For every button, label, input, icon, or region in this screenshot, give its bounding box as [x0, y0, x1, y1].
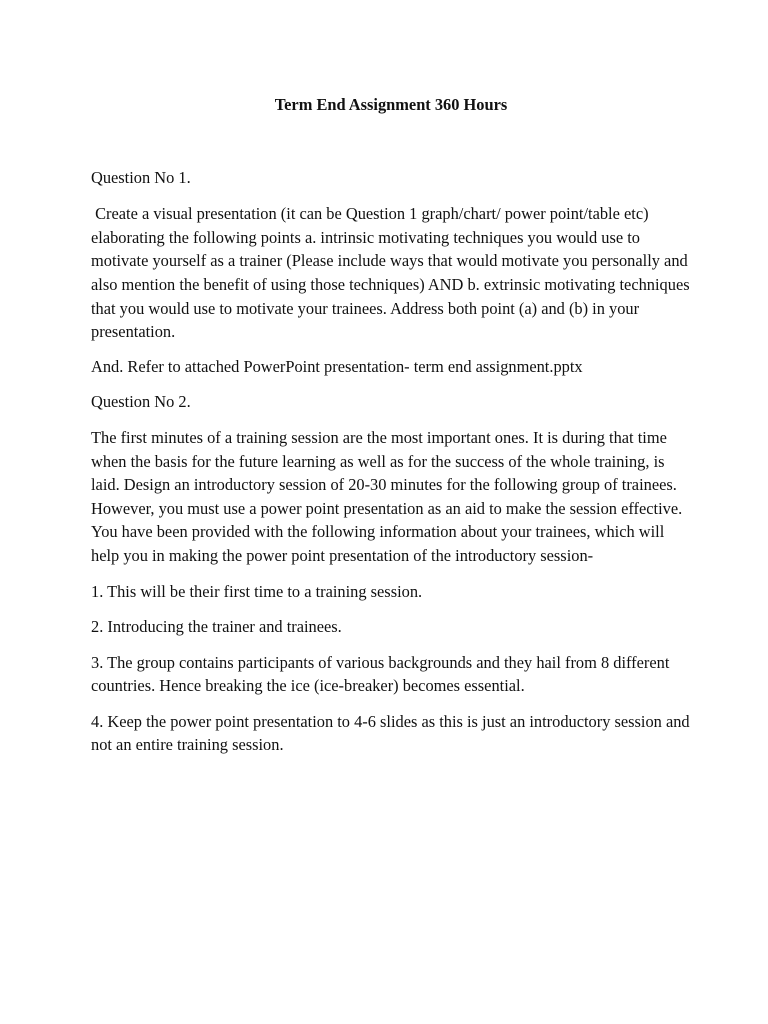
list-item: 3. The group contains participants of various backgrounds and they hail from 8 different countries. Hence breaking the ice (ice-breaker) becomes essential. — [91, 652, 670, 696]
question-2-label: Question No 2. — [91, 392, 191, 412]
question-1-label: Question No 1. — [91, 167, 191, 187]
list-item: 2. Introducing the trainer and trainees. — [91, 617, 342, 637]
question-2-body: The first minutes of a training session are the most important ones. It is during that time when the basis for the future learning as well as for the success of the whole training, is laid. Design an introductory session of 20-30 minutes for the following group of trainees. However, you must use a power point presentation as an aid to make the session effective. You have been provided with the following information about your trainees, which will help you in making the power point presentation of the introductory session- — [91, 427, 683, 565]
list-item: 4. Keep the power point presentation to 4-6 slides as this is just an introductory session and not an entire training session. — [91, 711, 690, 755]
question-1-reference: And. Refer to attached PowerPoint presentation- term end assignment.pptx — [91, 356, 583, 376]
list-item: 1. This will be their first time to a training session. — [91, 581, 423, 601]
document-title: Term End Assignment 360 Hours — [274, 95, 508, 114]
document-content — [91, 93, 694, 757]
question-1-body: Create a visual presentation (it can be Question 1 graph/chart/ power point/table etc) elaborating the following points a. intrinsic motivating techniques you would use to motivate yourself as a trainer (Please include ways that would motivate you personally and also mention the benefit of using those techniques) AND b. extrinsic motivating techniques that you would use to motivate your trainees. Address both point (a) and (b) in your presentation. — [91, 204, 694, 342]
